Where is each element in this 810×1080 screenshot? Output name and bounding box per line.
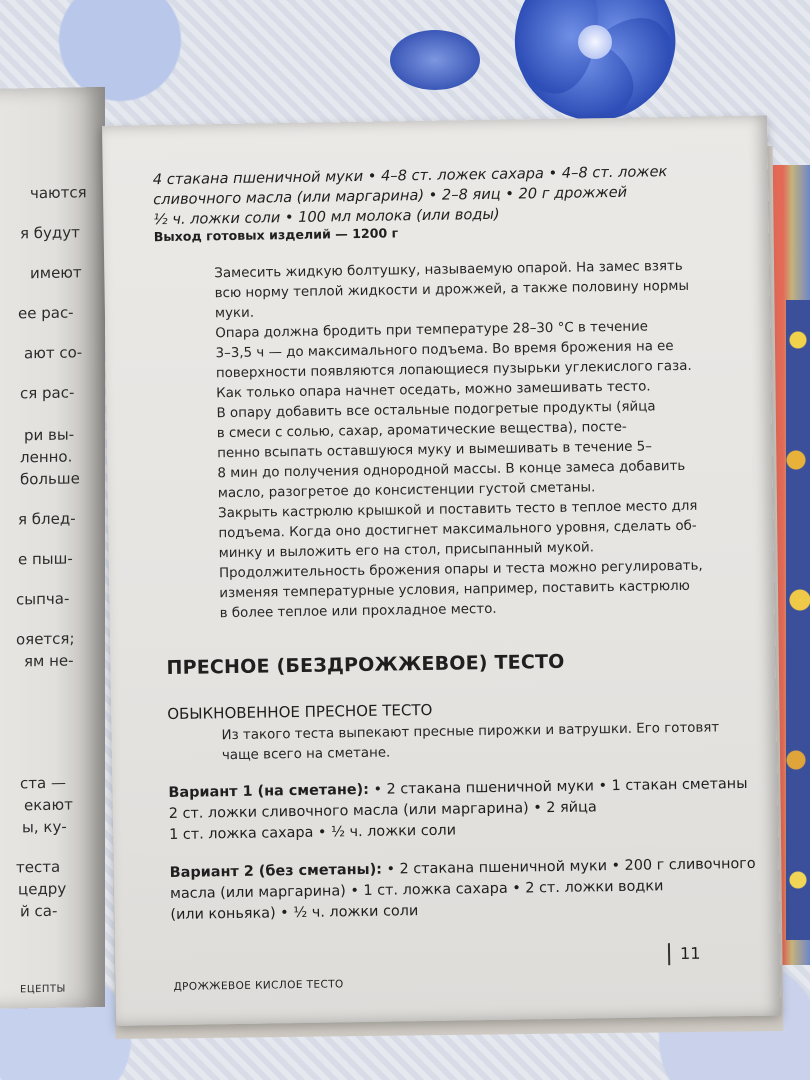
- instruction-line: минку и выложить его на стол, присыпанный мукой.: [218, 540, 595, 562]
- left-fragment: ленно.: [20, 447, 73, 467]
- variant1-line: 1 ст. ложка сахара • ½ ч. ложки соли: [169, 822, 457, 844]
- variant1-line: 2 ст. ложки сливочного масла (или маргарина) • 2 яйца: [168, 799, 597, 823]
- ingredients-line: ½ ч. ложки соли • 100 мл молока (или воды): [153, 205, 500, 229]
- variant2-line: масла (или маргарина) • 1 ст. ложка сахара • 2 ст. ложки водки: [169, 878, 664, 903]
- left-fragment: ся рас-: [20, 383, 75, 403]
- instruction-line: муки.: [214, 305, 255, 322]
- instruction-line: 8 мин до получения однородной массы. В конце замеса добавить: [217, 458, 686, 482]
- recipe-page: [102, 116, 781, 1026]
- left-fragment: ри вы-: [24, 425, 75, 445]
- left-fragment: цедру: [18, 879, 67, 899]
- instruction-line: масло, разогретое до консистенции густой сметаны.: [217, 480, 596, 502]
- left-fragment: ям не-: [24, 651, 74, 671]
- left-fragment: й са-: [20, 901, 58, 921]
- subsection-intro-line: чаще всего на сметане.: [221, 745, 391, 764]
- variant1-line: [168, 776, 747, 801]
- yield-line: Выход готовых изделий — 1200 г: [153, 225, 399, 245]
- instruction-line: поверхности появляются лопающиеся пузырьки углекислого газа.: [215, 358, 692, 382]
- instruction-line: пенно всыпать оставшуюся муку и вымешивать в течение 5–: [217, 439, 653, 462]
- instruction-line: изменяя температурные условия, например, поставить кастрюлю: [219, 578, 690, 602]
- left-fragment: ста —: [20, 773, 66, 793]
- variant1-label: Вариант 1 (на сметане):: [168, 781, 370, 802]
- instruction-line: в более теплое или прохладное место.: [219, 601, 497, 622]
- instruction-line: Как только опара начнет оседать, можно замешивать тесто.: [216, 379, 651, 402]
- cover-flower-print: [786, 300, 810, 940]
- left-fragment: ы, ку-: [22, 817, 67, 837]
- left-fragment: е пыш-: [18, 549, 73, 569]
- running-footer: ДРОЖЖЕВОЕ КИСЛОЕ ТЕСТО: [173, 978, 344, 993]
- ingredients-line: сливочного масла (или маргарина) • 2–8 яиц • 20 г дрожжей: [153, 183, 628, 209]
- left-fragment: ают со-: [24, 343, 83, 363]
- ingredients-line: 4 стакана пшеничной муки • 4–8 ст. ложек сахара • 4–8 ст. ложек: [152, 163, 668, 189]
- left-fragment: ее рас-: [18, 303, 74, 323]
- instruction-line: в смеси с солью, сахар, ароматические вещества), посте-: [216, 419, 627, 442]
- left-fragment: я блед-: [18, 509, 76, 529]
- variant1-text: • 2 стакана пшеничной муки • 1 стакан сметаны: [368, 775, 748, 798]
- left-fragment: екают: [24, 795, 73, 815]
- variant2-text: • 2 стакана пшеничной муки • 200 г сливочного: [381, 855, 756, 878]
- instruction-line: всю норму теплой жидкости и дрожжей, а также половину нормы: [214, 278, 690, 302]
- left-fragment: ояется;: [16, 629, 75, 649]
- left-fragment: сыпча-: [16, 589, 70, 609]
- left-fragment: больше: [20, 469, 80, 489]
- left-fragment: теста: [16, 857, 61, 877]
- subsection-intro-line: Из такого теста выпекают пресные пирожки и ватрушки. Его готовят: [221, 720, 720, 744]
- left-fragment: я будут: [20, 223, 80, 243]
- variant2-line: [170, 856, 756, 881]
- variant2-label: Вариант 2 (без сметаны):: [169, 861, 383, 882]
- instruction-line: В опару добавить все остальные подогретые продукты (яйца: [216, 399, 656, 422]
- page-number-divider: [668, 943, 670, 965]
- page-number: 11: [679, 943, 701, 964]
- subsection-title: ОБЫКНОВЕННОЕ ПРЕСНОЕ ТЕСТО: [167, 700, 433, 724]
- left-page-footer: ЕЦЕПТЫ: [20, 983, 66, 996]
- section-title: ПРЕСНОЕ (БЕЗДРОЖЖЕВОЕ) ТЕСТО: [166, 650, 565, 680]
- left-page: [0, 87, 105, 1009]
- left-fragment: чаются: [30, 183, 87, 203]
- instruction-line: Опара должна бродить при температуре 28–30 °С в течение: [215, 319, 649, 342]
- instruction-line: Закрыть кастрюлю крышкой и поставить тесто в теплое место для: [217, 498, 698, 522]
- left-fragment: имеют: [30, 263, 82, 283]
- variant2-line: (или коньяка) • ½ ч. ложки соли: [170, 903, 419, 924]
- instruction-line: Замесить жидкую болтушку, называемую опарой. На замес взять: [214, 258, 683, 282]
- instruction-line: 3–3,5 ч — до максимального подъема. Во время брожения на ее: [215, 339, 674, 362]
- instruction-line: Продолжительность брожения опары и теста можно регулировать,: [218, 558, 703, 582]
- instruction-line: подъема. Когда оно достигнет максимального уровня, сделать об-: [218, 518, 697, 542]
